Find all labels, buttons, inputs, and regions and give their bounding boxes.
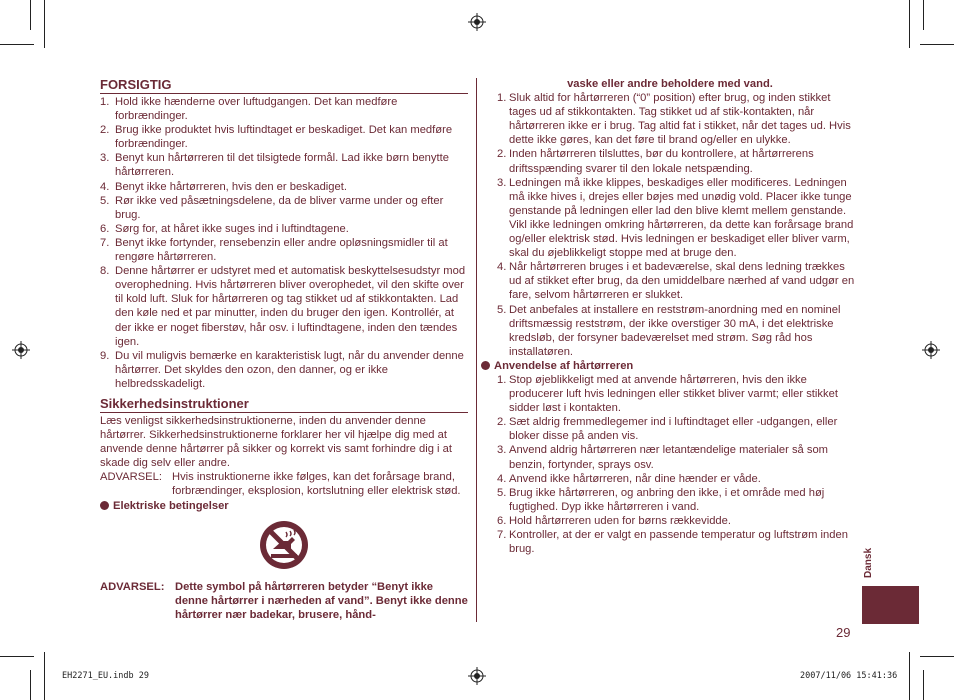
list-item-text: Hold hårtørreren uden for børns rækkevidde. bbox=[509, 514, 731, 527]
list-item-text: Anvend aldrig hårtørreren nær letantændelige materialer så som benzin, fortynder, sprays osv. bbox=[509, 444, 828, 471]
list-item-number: 7. bbox=[497, 529, 507, 541]
list-item-text: Brug ikke hårtørreren, og anbring den ikke, i et område med høj fugtighed. Dyp ikke hårtørreren i vand. bbox=[509, 486, 825, 513]
list-item bbox=[485, 514, 855, 528]
usage-heading-label: Anvendelse af hårtørreren bbox=[494, 359, 634, 372]
forsigtig-heading: FORSIGTIG bbox=[100, 77, 468, 94]
list-item-number: 8. bbox=[100, 265, 110, 278]
list-item bbox=[100, 95, 468, 123]
list-item bbox=[485, 373, 855, 415]
language-tab-label: Dansk bbox=[863, 548, 874, 579]
list-item bbox=[100, 151, 468, 179]
registration-mark-icon bbox=[922, 341, 940, 359]
warning-block bbox=[100, 470, 468, 498]
list-item-number: 1. bbox=[497, 92, 507, 105]
list-item-text: Benyt kun hårtørreren til det tilsigtede formål. Lad ikke børn benytte hårtørreren. bbox=[115, 152, 449, 179]
list-item-text: Sæt aldrig fremmedlegemer ind i luftindtaget eller -udgangen, eller bloker disse på anden vis. bbox=[509, 416, 838, 443]
list-item-number: 5. bbox=[497, 303, 507, 316]
list-item-number: 6. bbox=[497, 514, 507, 527]
registration-mark-icon bbox=[468, 667, 486, 685]
safety-heading: Sikkerhedsinstruktioner bbox=[100, 396, 468, 413]
list-item-text: Rør ikke ved påsætningsdelene, da de bliver varme under og efter brug. bbox=[115, 194, 444, 221]
electrical-heading-label: Elektriske betingelser bbox=[113, 499, 229, 512]
list-item-text: Anvend ikke hårtørreren, når dine hænder er våde. bbox=[509, 472, 761, 485]
continuation-text: vaske eller andre beholdere med vand. bbox=[567, 78, 773, 90]
list-item-number: 4. bbox=[497, 261, 507, 274]
forsigtig-list bbox=[100, 95, 468, 391]
crop-mark bbox=[909, 652, 910, 700]
usage-list bbox=[485, 373, 855, 556]
list-item-text: Når hårtørreren bruges i et badeværelse, skal dens ledning trækkes ud af stikket efter brug, da den umiddelbare nærhed af vand udgør en fare, selvom hårtørreren er slukket. bbox=[509, 261, 855, 302]
list-item-number: 1. bbox=[100, 96, 110, 108]
list-item bbox=[485, 91, 855, 147]
electrical-heading bbox=[100, 499, 468, 513]
crop-mark bbox=[30, 670, 31, 700]
list-item-text: Kontroller, at der er valgt en passende temperatur og luftstrøm inden brug. bbox=[509, 529, 848, 556]
list-item-text: Inden hårtørreren tilsluttes, bør du kontrollere, at hårtørrerens driftsspænding svarer til den lokale netspænding. bbox=[509, 148, 814, 175]
list-item-text: Ledningen må ikke klippes, beskadiges eller modificeres. Ledningen må ikke hives i, drejes eller bøjes med unødig vold. Placer ikke tunge genstande på ledningen eller lad den blive klemt mellem genstande. Vikl ikke ledningen omkring hårtørreren, da dette kan forårsage brand og/eller elektrisk stød. Hvis ledningen er beskadiget eller bliver varm, skal du øjeblikkeligt stoppe med at bruge den. bbox=[509, 176, 854, 260]
crop-mark bbox=[0, 44, 34, 45]
list-item-number: 3. bbox=[497, 176, 507, 189]
list-item bbox=[485, 443, 855, 471]
crop-mark bbox=[923, 0, 924, 30]
list-item-number: 9. bbox=[100, 349, 110, 362]
footer-file: EH2271_EU.indb 29 bbox=[62, 671, 149, 681]
list-item-number: 4. bbox=[100, 180, 110, 193]
right-column bbox=[485, 77, 855, 556]
list-item bbox=[485, 486, 855, 514]
crop-mark bbox=[920, 44, 954, 45]
warning-text: Hvis instruktionerne ikke følges, kan det forårsage brand, forbrændinger, eksplosion, kortslutning eller elektrisk stød. bbox=[172, 471, 461, 498]
list-item-text: Sørg for, at håret ikke suges ind i luftindtagene. bbox=[115, 222, 349, 235]
list-item-text: Brug ikke produktet hvis luftindtaget er beskadiget. Det kan medføre forbrændinger. bbox=[115, 124, 453, 151]
list-item-text: Hold ikke hænderne over luftudgangen. Det kan medføre forbrændinger. bbox=[115, 96, 398, 123]
list-item-text: Sluk altid for hårtørreren (“0” position) efter brug, og inden stikket tages ud af stikkontakten. Tag stikket ud af stik-kontakten, når hårtørreren ikke er i brug. Tag altid fat i stikket, når det tages ud. Hvis dette ikke gøres, kan det føre til brand og/eller en ulykke. bbox=[509, 92, 851, 147]
symbol-warning-label: ADVARSEL: bbox=[100, 580, 165, 593]
list-item bbox=[485, 528, 855, 556]
left-column bbox=[100, 77, 468, 622]
crop-mark bbox=[44, 652, 45, 700]
list-item-number: 5. bbox=[100, 194, 110, 207]
symbol-wrap bbox=[100, 519, 468, 571]
list-item-number: 5. bbox=[497, 486, 507, 499]
list-item-number: 6. bbox=[100, 222, 110, 235]
crop-mark bbox=[920, 656, 954, 657]
crop-mark bbox=[0, 656, 34, 657]
crop-mark bbox=[923, 670, 924, 700]
registration-mark-icon bbox=[468, 13, 486, 31]
column-divider bbox=[476, 78, 477, 622]
list-item bbox=[485, 415, 855, 443]
list-item bbox=[485, 472, 855, 486]
list-item bbox=[100, 180, 468, 194]
list-item-text: Denne hårtørrer er udstyret med et automatisk beskyttelsesudstyr mod overophedning. Hvis hårtørreren bliver overophedet, vil den skifte over til kold luft. Sluk for hårtørreren og tag stikket ud af stikkontakten. Lad den køle ned et par minutter, inden du bruger den igen. Kontrollér, at der ikke er noget fiberstøv, hår osv. i luftindtagene, inden den tændes igen. bbox=[115, 265, 466, 348]
forsigtig-section bbox=[100, 77, 468, 391]
list-item-number: 3. bbox=[100, 152, 110, 165]
safety-section bbox=[100, 396, 468, 622]
bullet-icon bbox=[100, 501, 109, 510]
list-item-text: Benyt ikke fortynder, rensebenzin eller andre opløsningsmidler til at rengøre hårtørreren. bbox=[115, 236, 448, 264]
crop-mark bbox=[30, 0, 31, 30]
list-item-number: 1. bbox=[497, 373, 507, 386]
list-item bbox=[100, 236, 468, 264]
warning-label: ADVARSEL: bbox=[100, 471, 162, 484]
list-item-text: Det anbefales at installere en reststrøm-anordning med en nominel driftsmæssig reststrøm, der ikke overstiger 30 mA, i det elektriske kredsløb, der forsyner badeværelset med strøm. Søg råd hos installatøren. bbox=[509, 303, 841, 358]
list-item bbox=[100, 349, 468, 391]
list-item bbox=[485, 147, 855, 175]
list-item-number: 2. bbox=[100, 124, 110, 137]
list-item-text: Du vil muligvis bemærke en karakteristisk lugt, når du anvender denne hårtørrer. Det skyldes den ozon, den danner, og er ikke helbredsskadeligt. bbox=[115, 349, 464, 390]
page-number: 29 bbox=[836, 625, 851, 640]
list-item-text: Stop øjeblikkeligt med at anvende hårtørreren, hvis den ikke producerer luft hvis ledningen eller stikket bliver varmt; eller stikket sidder løst i kontakten. bbox=[509, 373, 838, 415]
usage-heading bbox=[481, 359, 855, 373]
safety-intro: Læs venligst sikkerhedsinstruktionerne, inden du anvender denne hårtørrer. Sikkerhedsinstruktionerne forklarer her vil hjælpe dig med at anvende denne hårtørrer på sikker og korrekt vis samt forhindre dig i at skade dig selv eller andre. bbox=[100, 414, 452, 470]
list-item bbox=[100, 123, 468, 151]
list-item bbox=[485, 260, 855, 302]
registration-mark-icon bbox=[12, 341, 30, 359]
crop-mark bbox=[909, 0, 910, 48]
list-item bbox=[100, 194, 468, 222]
list-item-number: 7. bbox=[100, 236, 110, 249]
language-tab bbox=[862, 586, 919, 624]
electrical-list bbox=[485, 91, 855, 359]
list-item-text: Benyt ikke hårtørreren, hvis den er beskadiget. bbox=[115, 180, 347, 193]
crop-mark bbox=[44, 0, 45, 48]
symbol-warning-block bbox=[100, 580, 468, 622]
list-item bbox=[485, 176, 855, 261]
bullet-icon bbox=[481, 361, 490, 370]
list-item-number: 2. bbox=[497, 416, 507, 429]
list-item-number: 4. bbox=[497, 472, 507, 485]
symbol-warning-text: Dette symbol på hårtørreren betyder “Benyt ikke denne hårtørrer i nærheden af vand”. Benyt ikke denne hårtørrer nær badekar, brusere, hånd- bbox=[175, 580, 468, 621]
list-item bbox=[485, 303, 855, 359]
no-water-hairdryer-icon bbox=[258, 519, 310, 571]
list-item-number: 2. bbox=[497, 148, 507, 161]
list-item bbox=[100, 222, 468, 236]
footer-date: 2007/11/06 15:41:36 bbox=[800, 671, 898, 681]
list-item bbox=[100, 264, 468, 349]
list-item-number: 3. bbox=[497, 444, 507, 457]
